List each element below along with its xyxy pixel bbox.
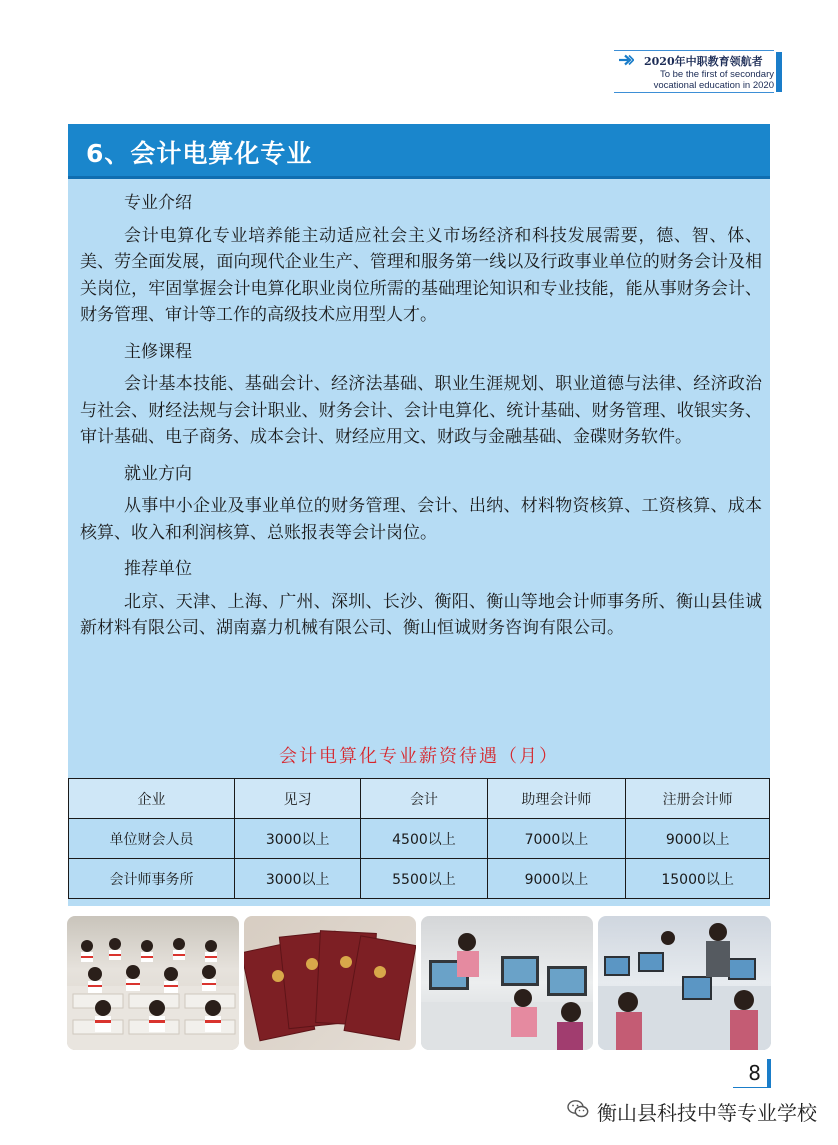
header-title: 2020年中职教育领航者	[644, 55, 763, 68]
header-subtitle-line2: vocational education in 2020	[653, 80, 774, 91]
salary-cell: 4500以上	[361, 819, 487, 859]
header-subtitle-line1: To be the first of secondary	[659, 69, 774, 80]
header-badge	[614, 50, 784, 92]
certificates-illustration	[244, 916, 416, 1050]
watermark-text: 衡山县科技中等专业学校	[597, 1101, 817, 1125]
salary-cell: 单位财会人员	[69, 819, 235, 859]
block-text-courses: 会计基本技能、基础会计、经济法基础、职业生涯规划、职业道德与法律、经济政治与社会、财经法规与会计职业、财务会计、会计电算化、统计基础、财务管理、收银实务、审计基础、电子商务、成本会计、财经应用文、财政与金融基础、金碟财务软件。	[80, 374, 762, 447]
section-body	[80, 190, 762, 642]
photo-computer-lab-1	[421, 916, 593, 1050]
salary-header-cell: 企业	[69, 779, 235, 819]
block-text-employment: 从事中小企业及事业单位的财务管理、会计、出纳、材料物资核算、工资核算、成本核算、收入和利润核算、总账报表等会计岗位。	[80, 496, 762, 543]
block-heading-intro: 专业介绍	[124, 193, 192, 213]
salary-header-cell: 助理会计师	[487, 779, 626, 819]
salary-header-cell: 见习	[235, 779, 361, 819]
classroom-illustration	[67, 916, 239, 1050]
section-panel	[68, 124, 770, 906]
block-heading-courses: 主修课程	[124, 341, 192, 362]
salary-header-row	[69, 779, 770, 819]
block-heading-employment: 就业方向	[124, 463, 192, 484]
salary-header-cell: 注册会计师	[626, 779, 770, 819]
salary-cell: 9000以上	[626, 819, 770, 859]
block-text-recommended: 北京、天津、上海、广州、深圳、长沙、衡阳、衡山等地会计师事务所、衡山县佳诚新材料有限公司、湖南嘉力机械有限公司、衡山恒诚财务咨询有限公司。	[80, 591, 762, 638]
page-number: 8	[748, 1061, 761, 1085]
header-bottom-rule	[614, 92, 774, 93]
salary-cell: 15000以上	[626, 859, 770, 899]
computer-lab-illustration	[421, 916, 593, 1050]
header-subtitle	[618, 69, 774, 91]
photo-certificates	[244, 916, 416, 1050]
salary-cell: 3000以上	[235, 819, 361, 859]
wechat-icon	[567, 1099, 589, 1119]
salary-cell: 会计师事务所	[69, 859, 235, 899]
arrow-right-icon	[618, 54, 634, 66]
photo-strip	[67, 916, 771, 1050]
section-title: 6、会计电算化专业	[86, 139, 313, 168]
header-accent-bar	[776, 52, 782, 92]
salary-table-title: 会计电算化专业薪资待遇（月）	[279, 746, 559, 767]
salary-cell: 9000以上	[487, 859, 626, 899]
photo-computer-lab-2	[598, 916, 771, 1050]
table-row	[69, 859, 770, 899]
table-row	[69, 819, 770, 859]
salary-table	[68, 778, 770, 899]
page-number-box	[733, 1059, 771, 1088]
block-text-intro: 会计电算化专业培养能主动适应社会主义市场经济和科技发展需要，德、智、体、美、劳全面发展，面向现代企业生产、管理和服务第一线以及行政事业单位的财务会计及相关岗位，牢固掌握会计电算化职业岗位所需的基础理论知识和专业技能，能从事财务会计、财务管理、审计等工作的高级技术应用型人才。	[80, 225, 762, 325]
photo-classroom-students	[67, 916, 239, 1050]
salary-cell: 5500以上	[361, 859, 487, 899]
salary-cell: 3000以上	[235, 859, 361, 899]
header-top-rule	[614, 50, 774, 51]
section-title-bar	[68, 124, 770, 179]
salary-header-cell: 会计	[361, 779, 487, 819]
salary-cell: 7000以上	[487, 819, 626, 859]
computer-lab-illustration	[598, 916, 771, 1050]
block-heading-recommended: 推荐单位	[124, 559, 192, 579]
